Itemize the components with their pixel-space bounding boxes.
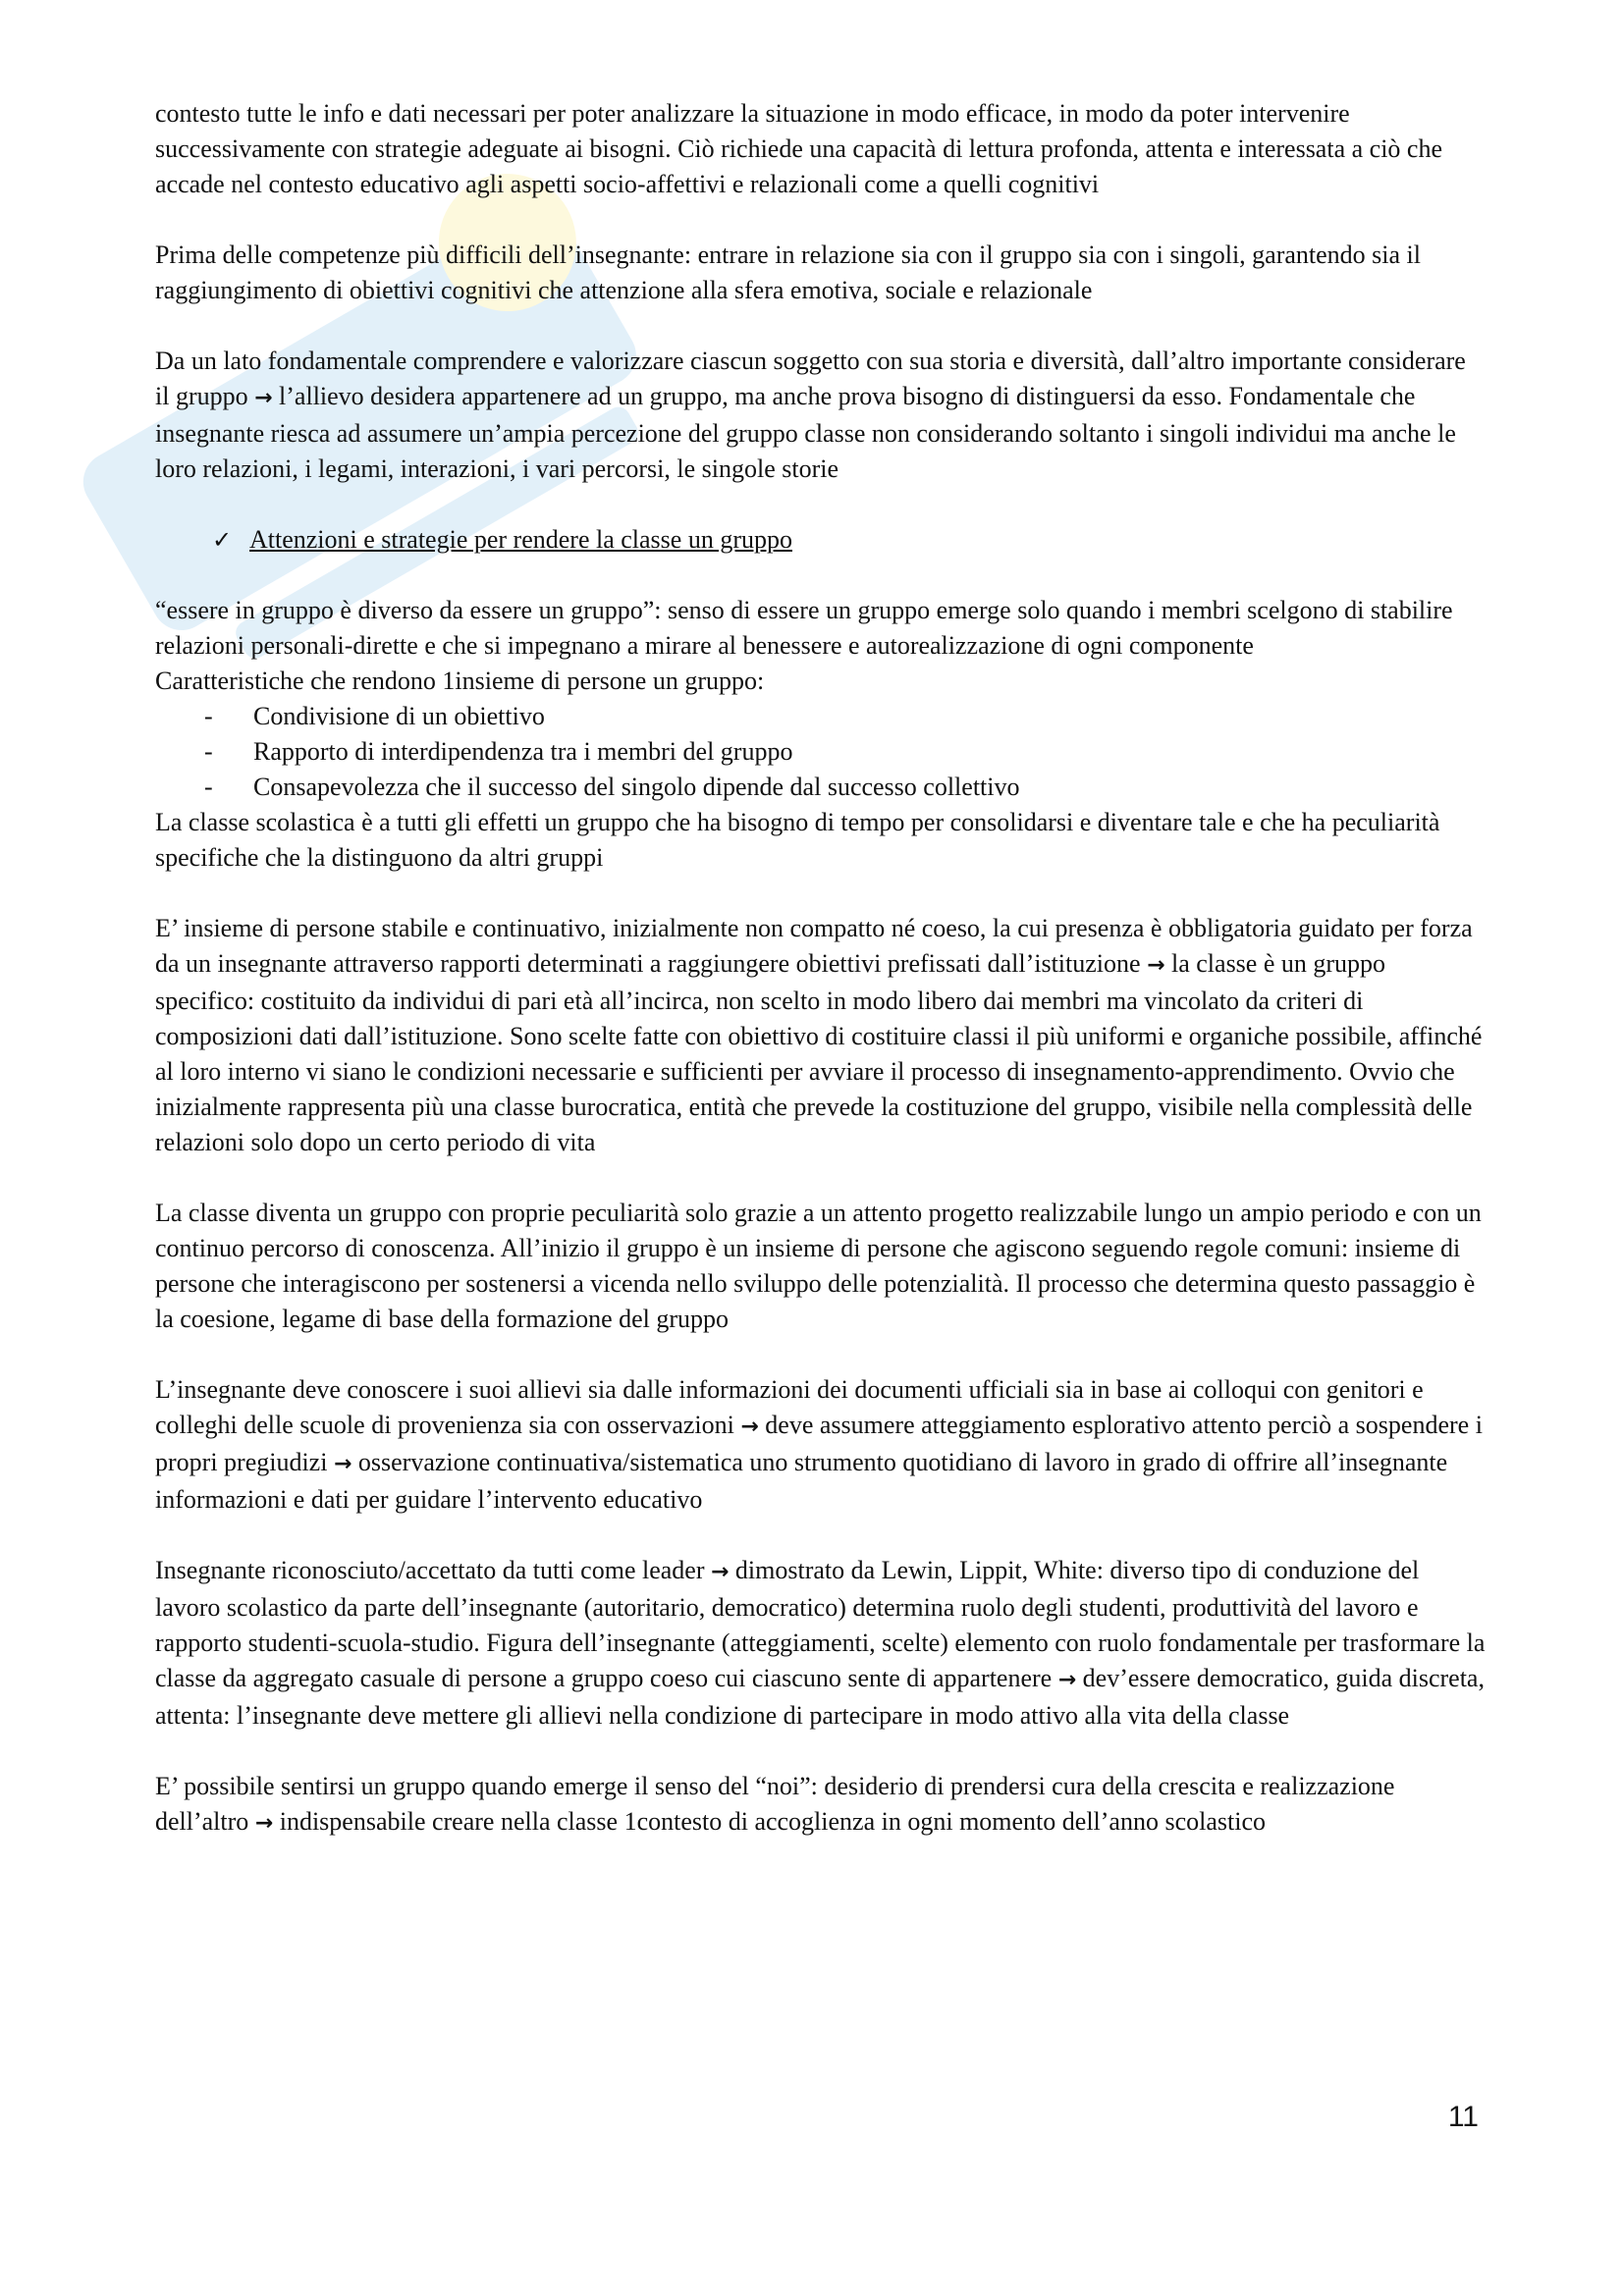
arrow-right-icon: → bbox=[254, 386, 273, 410]
text-run: E’ insieme di persone stabile e continuativo, inizialmente non compatto né coeso, la cui presenza è obbligatoria guidato per forza da un insegnante attraverso rapporti determinati a raggiungere obiettivi prefissati dall’istituzione bbox=[155, 914, 1473, 978]
section-heading bbox=[212, 522, 1486, 558]
text-run: osservazione continuativa/sistematica uno strumento quotidiano di lavoro in grado di offrire all’insegnante informazioni e dati per guidare l’intervento educativo bbox=[155, 1448, 1448, 1514]
text-run: dimostrato da Lewin, Lippit, White: diverso tipo di conduzione del lavoro scolastico da parte dell’insegnante (autoritario, democratico) determina ruolo degli studenti, produttività del lavoro e rapporto studenti-scuola-studio. Figura dell’insegnante (atteggiamenti, scelte) elemento con ruolo fondamentale per trasformare la classe da aggregato casuale di persone a gruppo coeso cui ciascuno sente di appartenere bbox=[155, 1556, 1486, 1692]
paragraph bbox=[155, 1553, 1486, 1734]
list-item bbox=[155, 699, 1486, 734]
paragraph bbox=[155, 1769, 1486, 1842]
text-run: L’insegnante deve conoscere i suoi allievi sia dalle informazioni dei documenti ufficiali sia in base ai colloqui con genitori e colleghi delle scuole di provenienza sia con osservazioni bbox=[155, 1375, 1424, 1439]
paragraph bbox=[155, 344, 1486, 487]
paragraph: Prima delle competenze più difficili dell’insegnante: entrare in relazione sia con il gruppo sia con i singoli, garantendo sia il raggiungimento di obiettivi cognitivi che attenzione alla sfera emotiva, sociale e relazionale bbox=[155, 240, 1422, 304]
dash-marker: - bbox=[204, 773, 213, 801]
text-run: Da un lato fondamentale comprendere e valorizzare ciascun soggetto con sua storia e diversità, dall’altro importante considerare il gruppo bbox=[155, 347, 1466, 410]
text-run: dev’essere democratico, guida discreta, attenta: l’insegnante deve mettere gli allievi nella condizione di partecipare in modo attivo alla vita della classe bbox=[155, 1664, 1485, 1730]
dash-marker: - bbox=[204, 737, 213, 766]
paragraph: contesto tutte le info e dati necessari per poter analizzare la situazione in modo efficace, in modo da poter intervenire successivamente con strategie adeguate ai bisogni. Ciò richiede una capacità di lettura profonda, attenta e interessata a ciò che accade nel contesto educativo agli aspetti socio-affettivi e relazionali come a quelli cognitivi bbox=[155, 99, 1442, 198]
text-run: E’ possibile sentirsi un gruppo quando emerge il senso del “noi”: desiderio di prendersi cura della crescita e realizzazione dell’altro bbox=[155, 1772, 1395, 1836]
text-run: la classe è un gruppo specifico: costituito da individui di pari età all’incirca, non scelto in modo libero dai membri ma vincolato da criteri di composizioni dati dall’istituzione. Sono scelte fatte con obiettivo di costituire classi il più uniformi e organiche possibile, affinché al loro interno vi siano le condizioni necessarie e sufficienti per avviare il processo di insegnamento-apprendimento. Ovvio che inizialmente rappresenta più una classe burocratica, entità che prevede la costituzione del gruppo, visibile nella complessità delle relazioni solo dopo un certo periodo di vita bbox=[155, 949, 1483, 1156]
checkmark-icon: ✓ bbox=[212, 526, 233, 554]
list-item bbox=[155, 734, 1486, 770]
list-intro: Caratteristiche che rendono 1insieme di persone un gruppo: bbox=[155, 667, 765, 695]
list-item-text: Rapporto di interdipendenza tra i membri del gruppo bbox=[253, 737, 793, 766]
paragraph: La classe scolastica è a tutti gli effetti un gruppo che ha bisogno di tempo per consolidarsi e diventare tale e che ha peculiarità specifiche che la distinguono da altri gruppi bbox=[155, 808, 1440, 872]
text-run: Insegnante riconosciuto/accettato da tutti come leader bbox=[155, 1556, 711, 1584]
paragraph bbox=[155, 911, 1486, 1160]
arrow-right-icon: → bbox=[710, 1560, 730, 1584]
paragraph: La classe diventa un gruppo con proprie peculiarità solo grazie a un attento progetto realizzabile lungo un ampio periodo e con un continuo percorso di conoscenza. All’inizio il gruppo è un insieme di persone che agiscono seguendo regole comuni: insieme di persone che interagiscono per sostenersi a vicenda nello sviluppo delle potenzialità. Il processo che determina questo passaggio è la coesione, legame di base della formazione del gruppo bbox=[155, 1199, 1482, 1333]
list-item-text: Condivisione di un obiettivo bbox=[253, 702, 545, 730]
arrow-right-icon: → bbox=[740, 1415, 759, 1439]
page-number: 11 bbox=[1447, 2101, 1479, 2133]
paragraph: “essere in gruppo è diverso da essere un gruppo”: senso di essere un gruppo emerge solo quando i membri scelgono di stabilire relazioni personali-dirette e che si impegnano a mirare al benessere e autorealizzazione di ogni componente bbox=[155, 596, 1453, 660]
paragraph bbox=[155, 1372, 1486, 1518]
document-body bbox=[155, 96, 1486, 1877]
list-item-text: Consapevolezza che il successo del singolo dipende dal successo collettivo bbox=[253, 773, 1020, 801]
section-heading-text: Attenzioni e strategie per rendere la classe un gruppo bbox=[249, 525, 792, 554]
text-run: indispensabile creare nella classe 1contesto di accoglienza in ogni momento dell’anno scolastico bbox=[273, 1807, 1266, 1836]
arrow-right-icon: → bbox=[254, 1811, 274, 1836]
arrow-right-icon: → bbox=[1147, 953, 1165, 978]
bullet-list bbox=[155, 699, 1486, 805]
text-run: deve assumere atteggiamento esplorativo attento perciò a sospendere i propri pregiudizi bbox=[155, 1411, 1483, 1476]
text-run: l’allievo desidera appartenere ad un gruppo, ma anche prova bisogno di distinguersi da esso. Fondamentale che insegnante riesca ad assumere un’ampia percezione del gruppo classe non considerando soltanto i singoli individui ma anche le loro relazioni, i legami, interazioni, i vari percorsi, le singole storie bbox=[155, 382, 1456, 483]
dash-marker: - bbox=[204, 702, 213, 730]
list-item bbox=[155, 770, 1486, 805]
arrow-right-icon: → bbox=[333, 1452, 352, 1476]
arrow-right-icon: → bbox=[1057, 1668, 1077, 1692]
